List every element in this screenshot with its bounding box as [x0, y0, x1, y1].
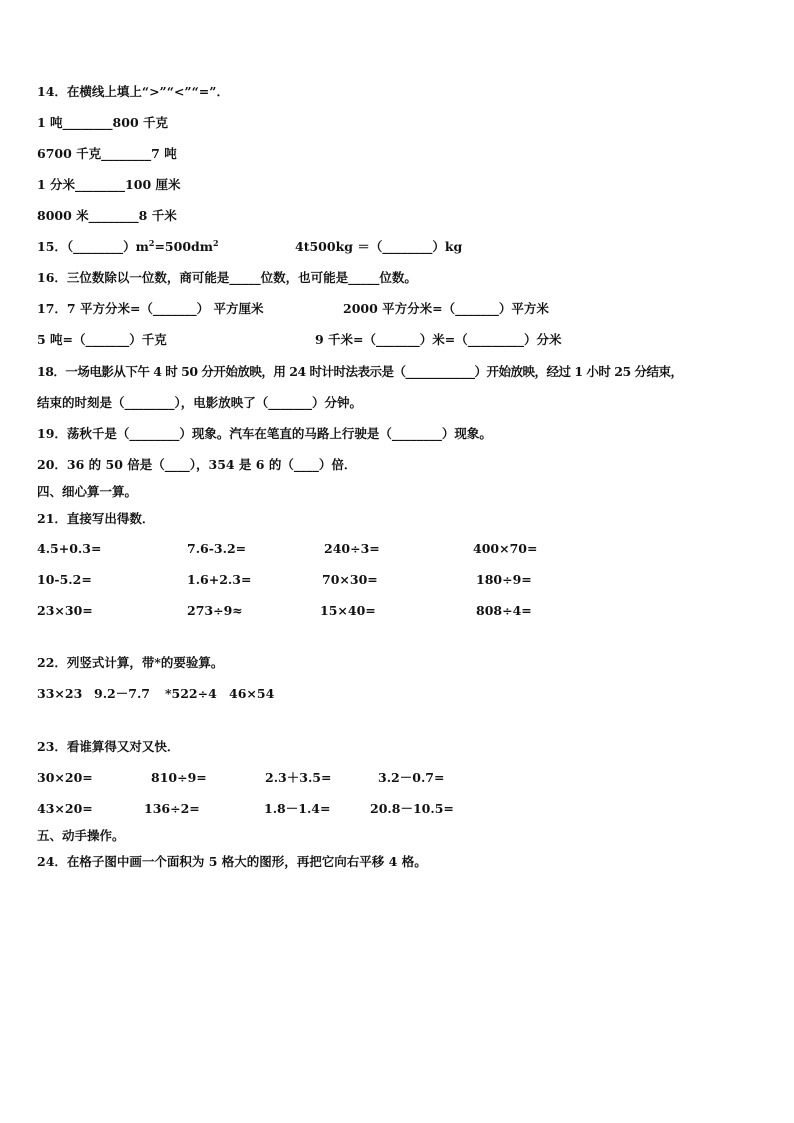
- q14-item: 1 分米________100 厘米: [37, 177, 181, 192]
- q23-cell: 136÷2=: [144, 801, 200, 816]
- q23-cell: 3.2－0.7=: [378, 770, 445, 785]
- q21-cell: 180÷9=: [476, 572, 532, 587]
- q21-cell: 15×40=: [320, 603, 376, 618]
- q21-cell: 273÷9≈: [187, 603, 243, 618]
- q17-a: 17．7 平方分米=（_______） 平方厘米: [37, 301, 264, 316]
- q21-cell: 10-5.2=: [37, 572, 92, 587]
- section4-heading: 四、细心算一算。: [37, 484, 138, 499]
- q14-item: 1 吨________800 千克: [37, 115, 168, 130]
- q16-text: 16．三位数除以一位数，商可能是_____位数，也可能是_____位数。: [37, 270, 417, 285]
- q15-left-a: 15．（________）m: [37, 239, 149, 254]
- q17-c: 5 吨=（_______）千克: [37, 332, 167, 347]
- q18-line2: 结束的时刻是（________），电影放映了（_______）分钟。: [37, 395, 363, 410]
- q19-text: 19．荡秋千是（________）现象。汽车在笔直的马路上行驶是（________）现象。: [37, 426, 492, 441]
- q14-item: 8000 米________8 千米: [37, 208, 177, 223]
- q21-cell: 7.6-3.2=: [187, 541, 247, 556]
- q23-cell: 20.8－10.5=: [370, 801, 454, 816]
- section5-heading: 五、动手操作。: [37, 828, 125, 843]
- q21-cell: 240÷3=: [324, 541, 380, 556]
- q22-item: *522÷4: [165, 686, 217, 701]
- q22-item: 9.2－7.7: [94, 686, 150, 701]
- q24-text: 24．在格子图中画一个面积为 5 格大的图形，再把它向右平移 4 格。: [37, 854, 427, 869]
- q23-cell: 1.8－1.4=: [264, 801, 331, 816]
- q15-left-b: =500dm: [154, 239, 213, 254]
- q21-cell: 23×30=: [37, 603, 93, 618]
- q21-title: 21．直接写出得数．: [37, 511, 155, 526]
- q15-left: [37, 239, 219, 255]
- q14-title: 14．在横线上填上“>”“<”“=”．: [37, 84, 229, 99]
- q23-title: 23．看谁算得又对又快．: [37, 739, 180, 754]
- q21-cell: 400×70=: [473, 541, 538, 556]
- q15-right: 4t500kg ＝（________）kg: [295, 239, 463, 254]
- q21-cell: 1.6+2.3=: [187, 572, 252, 587]
- q23-cell: 2.3＋3.5=: [265, 770, 332, 785]
- q17-b: 2000 平方分米=（_______）平方米: [343, 301, 549, 316]
- q21-cell: 4.5+0.3=: [37, 541, 102, 556]
- q21-cell: 70×30=: [322, 572, 378, 587]
- q14-item: 6700 千克________7 吨: [37, 146, 177, 161]
- q15-sup-a: 2: [148, 237, 155, 248]
- q23-cell: 810÷9=: [151, 770, 207, 785]
- q17-d: 9 千米=（_______）米=（_________）分米: [315, 332, 562, 347]
- q21-cell: 808÷4=: [476, 603, 532, 618]
- q20-text: 20．36 的 50 倍是（____），354 是 6 的（____）倍．: [37, 457, 357, 472]
- q22-item: 46×54: [229, 686, 275, 701]
- q18-line1: 18．一场电影从下午 4 时 50 分开始放映，用 24 时计时法表示是（____________）开始放映，经过 1 小时 25 分结束，: [37, 364, 683, 379]
- q23-cell: 43×20=: [37, 801, 93, 816]
- q15-sup-b: 2: [213, 237, 219, 248]
- q22-item: 33×23: [37, 686, 83, 701]
- q22-title: 22．列竖式计算，带*的要验算。: [37, 655, 224, 670]
- q23-cell: 30×20=: [37, 770, 93, 785]
